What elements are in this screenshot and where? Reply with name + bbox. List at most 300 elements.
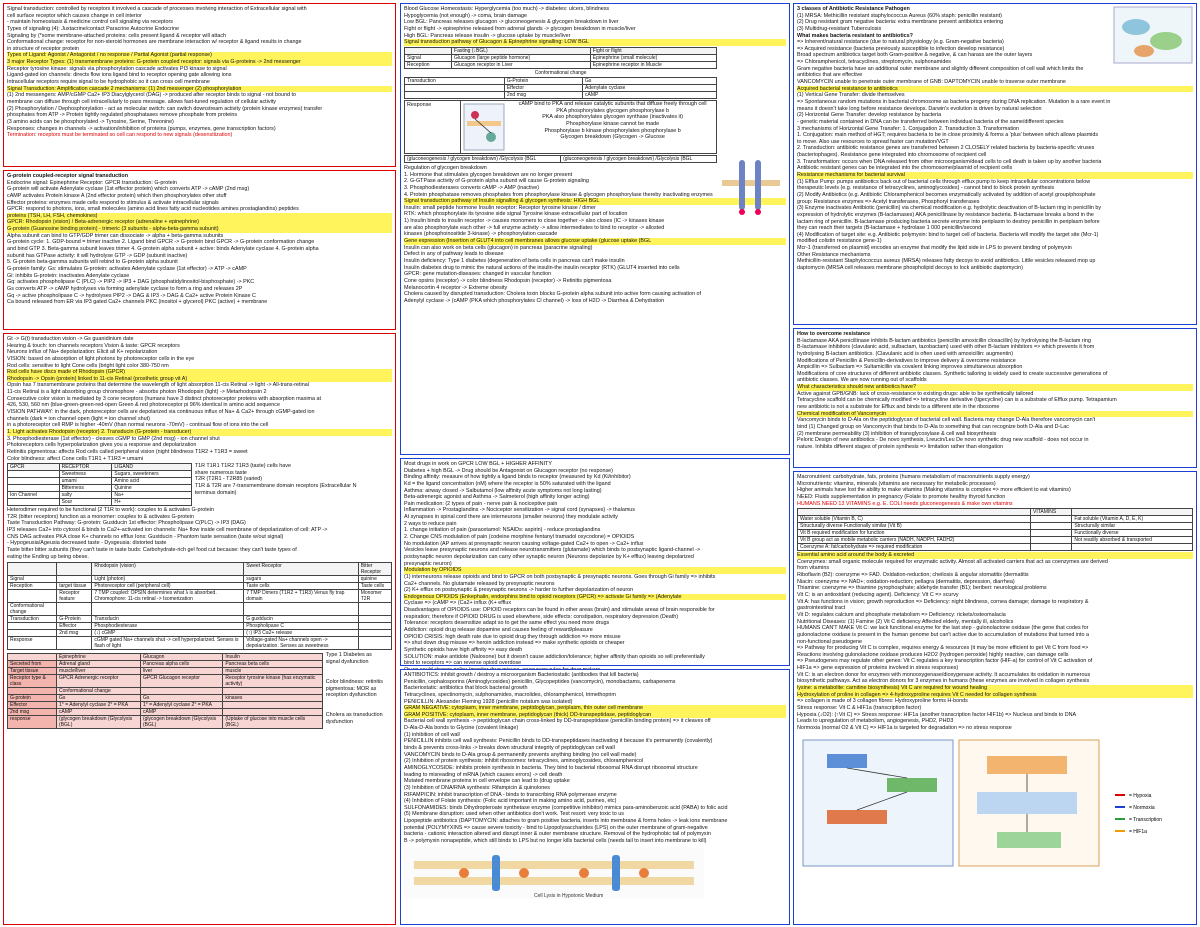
text-line: they can reach their targets (B-lactamase + hydrolase 1 000 penicillin/second bbox=[797, 225, 982, 232]
text-line: VANCOMYCIN binds to D-Ala group & permanently prevents anything binding (no cell wall made) bbox=[404, 751, 637, 758]
text-line: 3. Phosphodiesterases converts cAMP -> AMP (inactive) bbox=[404, 184, 540, 191]
text-line: Cholera caused by disrupted transduction: Cholera toxin blocks G-protein alpha subunit into active form causing activation of bbox=[404, 291, 701, 298]
table-cell bbox=[1072, 544, 1193, 551]
table-cell: muscle/liver bbox=[57, 668, 141, 675]
table-cell: Sweet Receptor bbox=[244, 563, 359, 576]
text-line: Chemical modification of Vancomycin bbox=[797, 411, 1193, 418]
side-note-line: pigmentosa: MOR as bbox=[325, 685, 377, 692]
text-line: B -> polymyxin nonapeptide, which still binds to LPS but no longer kills bacterial cells (needs tail to insert into membrane to kill) bbox=[404, 838, 707, 845]
table-cell: Effector bbox=[8, 702, 57, 709]
text-line: G-protein cycle: 1. GDP-bound = trimer inactive 2. Ligand bind GPCR -> G-protein bind GPCR -> G-protein conformation change bbox=[7, 239, 315, 246]
table-cell bbox=[57, 637, 92, 650]
table-row bbox=[798, 516, 1193, 523]
text-line: Consecutive color vision is mediated by 3 cone receptors (humans have 3 distinct photoreceptor proteins with absorption maxima at bbox=[7, 395, 322, 402]
response-steps bbox=[509, 101, 716, 141]
text-line: Niacin: coenzyme => NAD+; oxidation-reduction; pellagra (dermatitis, depression, diarrhea) bbox=[797, 578, 1015, 585]
side-note-line: signal dysfunction bbox=[325, 658, 369, 665]
text-line: 1) Insulin binds to insulin receptor -> causes monomers to close together -> also closes (IC -> kinases kinase bbox=[404, 218, 665, 225]
table-cell bbox=[405, 91, 505, 98]
legend-normoxia: = Normoxia bbox=[1129, 804, 1155, 811]
table-row bbox=[798, 537, 1193, 544]
table-row bbox=[405, 84, 717, 91]
text-line: G-protein family: Gs: stimulates G-protein: activates Adenylate cyclase (1st effector) -> ATP -> cAMP bbox=[7, 265, 247, 272]
signaling-diagram-icon bbox=[463, 103, 505, 151]
text-line: Fight or flight -> epinephrine released from adrenal glands -> glycogen breakdown in muscle/liver bbox=[404, 25, 636, 32]
text-line: means it doesn't take long before resistance develops. Darwin's evolution is driven by natural selection bbox=[797, 105, 1042, 112]
table-row bbox=[798, 523, 1193, 530]
table-cell: Water soluble (Vitamin B, C) bbox=[798, 516, 1031, 523]
text-line: Neurons influx of Na+ depolarization: Elicit all K+ repolarization bbox=[7, 349, 158, 356]
table-cell: Gs bbox=[583, 77, 717, 84]
text-line: Pain medication: (2 types of pain - nerve pain & nociceptive pain bbox=[404, 500, 558, 507]
table-cell: Transducin bbox=[92, 616, 244, 623]
text-line: Taste bitter bitter subunits (they can't taste in taste buds: Carbohydrate-rich gel food cut because: they can't taste types of bbox=[7, 547, 297, 554]
text-line: Beta-adrenergic agonist and Asthma -> Salmeterol (high affinity longer acting) bbox=[404, 494, 590, 501]
text-line: binds & prevents cross-links -> breaks down structural integrity of peptidoglycan cell wall bbox=[404, 745, 615, 752]
text-line: - genetic material contained in DNA can be transferred between individual bacteria of the same/different species bbox=[797, 118, 1064, 125]
text-line: 11-cis Retinal is a light absorbing group chromophore - absorbs photon Rhodopsin (light) -> Metarhodopsin 2 bbox=[7, 389, 267, 396]
text-line: Signal transduction pathway of Glucagon & Epinephrine signalling: LOW BGL bbox=[404, 39, 786, 46]
text-line: Active against GPB/GNB: lack of cross-resistance to existing drugs: able to be synthetically tailored bbox=[797, 390, 1034, 397]
table-cell bbox=[8, 623, 57, 630]
table-cell bbox=[8, 499, 60, 506]
table-cell: G-Protein bbox=[504, 77, 582, 84]
table-cell: G-Protein bbox=[57, 616, 92, 623]
table-row bbox=[405, 77, 717, 84]
text-line: => Acquired resistance (bacteria previously susceptible to infection develop resistance) bbox=[797, 45, 1005, 52]
table-cell: Ion Channel bbox=[8, 492, 60, 499]
text-line: (2) Inhibition of protein synthesis: inhibit ribosomes: tetracyclines, aminoglycosides, chloramphenicol bbox=[404, 758, 644, 765]
table-cell: Amino acid bbox=[112, 478, 191, 485]
text-line: 1. change initiation of pain (paracetamol: NSAIDs: aspirin) - reduce prostaglandins bbox=[404, 527, 601, 534]
table-row bbox=[405, 61, 717, 68]
text-line: Gq: activates phospholipase C (PLC) -> PIP2 -> IP3 + DAG (phosphatidylinositol-bisphosphate) -> PKC bbox=[7, 279, 255, 286]
text-line: GPCR: Rhodopsin (vision) / Beta-adrenergic receptor (adrenaline + epinephrine) bbox=[7, 219, 392, 226]
text-line: Normoxia (normal O2 & Vit C) => HIF1a is targeted for degradation => no stress response bbox=[797, 724, 1012, 731]
table-cell bbox=[8, 654, 57, 661]
text-line: 2 ways to reduce pain bbox=[404, 520, 457, 527]
table-cell: Phosphodiesterase bbox=[92, 623, 244, 630]
text-line: => collagen is made of 3 collagen fibres: Hydroxyproline forms H-bonds bbox=[797, 698, 968, 705]
text-line: Hypoglycemia (not enough) -> coma, brain damage bbox=[404, 12, 528, 19]
table-cell bbox=[358, 603, 391, 616]
table-cell: Conformational change bbox=[57, 688, 141, 695]
table-cell: Adenylate cyclase bbox=[583, 84, 717, 91]
text-line: gulonolactone oxidase is present in the human genome but can't active due to accumulation of mutations that turned into a bbox=[797, 631, 1090, 638]
table-cell: cGMP gated Na+ channels shut -> cell hyperpolarized. Senses is flash of light bbox=[92, 637, 244, 650]
text-line: antibiotic classes. We are now running out of scaffolds bbox=[797, 377, 927, 384]
table-cell: RECEPTOR bbox=[59, 464, 112, 471]
text-line: antibiotics that are effective bbox=[797, 72, 863, 79]
side-note-line: Cholera as transduction bbox=[325, 712, 383, 719]
text-line: (1) 2nd messengers: AMP/cGMP Ca2+ IP3 Diacylglycerol (DAG) -> produced after receptor binds to signal - not bound to bbox=[7, 92, 297, 99]
text-line: gastrointestinal tract bbox=[797, 605, 846, 612]
text-line: Defect in any of pathway leads to disease bbox=[404, 251, 504, 258]
text-line: (1) inhibition of cell wall bbox=[404, 731, 460, 738]
text-line: Melanocortin 4 receptor -> Extreme obesity bbox=[404, 284, 508, 291]
text-line: G-protein coupled-receptor signal transduction bbox=[7, 173, 128, 179]
table-cell bbox=[1031, 537, 1072, 544]
text-line: (2) Drug resistant gram negative bacteria: extra membrane prevent antibiotics entering bbox=[797, 19, 1004, 26]
table-cell bbox=[798, 509, 1031, 516]
text-line: G-protein (Guanosine binding protein) - trimeric (3 subunits - alpha-beta-gamma subunit) bbox=[7, 226, 392, 233]
table-cell: (Uptake of glucose into muscle cells (BGL) bbox=[223, 716, 322, 729]
hif1a-pathway-diagram bbox=[797, 734, 1193, 872]
text-line: ANTIBIOTICS: inhibit growth / destroy a microorganism Bacteriostatic (antibodies that kill bacteria) bbox=[404, 672, 639, 678]
text-line: SOLUTION: make antidote (Naloxone) but it doesn't cause addiction/tolerance; higher affinity than opioids so will preferentially bbox=[404, 653, 705, 660]
table-cell: 2nd msg bbox=[8, 709, 57, 716]
table-cell: Effector bbox=[504, 84, 582, 91]
text-line: Mutated membrane proteins in cell envelope can lead to (drug uptake bbox=[404, 778, 570, 785]
table-cell: Target tissue bbox=[8, 668, 57, 675]
table-cell: Taste cells bbox=[358, 583, 391, 590]
text-line: Vancomycin binds to D-Ala on the peptidoglycan of bacterial cell wall. Bacteria may change D-Ala therefore vancomycin can't bbox=[797, 417, 1096, 424]
table-row bbox=[8, 478, 192, 485]
text-line: nature. Inhibits different stages of protein synthesis => limitation rather than elongation bbox=[797, 443, 1004, 450]
glucagon-transduction-table bbox=[404, 77, 717, 99]
text-line: Peloric Design of new antibiotics - De novo synthesis, Lreucin/Leu De novo synthetic drug new scaffold - does not occur in bbox=[797, 437, 1089, 444]
table-cell: Na+ bbox=[112, 492, 191, 499]
text-line: in a photoreceptor cell RMP is higher -40mV (than normal neurons -70mV) - continual flow of ions into the cell bbox=[7, 422, 269, 429]
text-line: Cone opsins (receptor) -> color blindness Rhodopsin (receptor) -> Retinitis pigmentosa bbox=[404, 277, 612, 284]
text-line: Ca bound released from ER via IP3 gated Ca2+ channels PKC (inositol + glycerol) PKC (active) + membrane bbox=[7, 299, 268, 306]
text-line: RTK: which phosphorylate its tyrosine side signal Tyrosine kinase extracellular part of location bbox=[404, 211, 628, 218]
text-line: presynaptic neuron) bbox=[404, 560, 452, 567]
table-cell bbox=[358, 623, 391, 630]
text-line: Adenylyl cyclase -> (cAMP (PKA which phosphorylates Cl channel) -> loss of H2O -> Diarrhea & Dehydration bbox=[404, 297, 665, 304]
gpcr-transduction-box bbox=[3, 170, 396, 330]
table-cell bbox=[405, 84, 505, 91]
text-line: Rhodopsin -> Opsin (protein) linked to 11-cis Retinal (prosthetic group vit A) bbox=[7, 376, 392, 383]
table-cell bbox=[1031, 544, 1072, 551]
drugs-opioids-box bbox=[400, 458, 790, 666]
table-cell: Light (photon) bbox=[92, 576, 244, 583]
text-line: Higher animals have lost the ability to make vitamins (Making vitamins is complex => more efficient to eat vitamins) bbox=[797, 487, 1071, 494]
text-line: Essential amino acid around the body & excreted bbox=[797, 552, 1193, 559]
table-cell bbox=[358, 637, 391, 650]
table-row bbox=[8, 630, 392, 637]
glucagon-tables bbox=[404, 46, 717, 164]
text-line: 3 major Receptor Types: (1) transmembrane proteins: G-protein coupled receptor: signals via G-proteins -> 2nd messenger bbox=[7, 59, 392, 66]
table-cell: GPCR Adrenergic receptor bbox=[57, 675, 141, 688]
table-cell: 1° = Adenylyl cyclase 2° = PKA bbox=[57, 702, 141, 709]
text-line: Asthma: airway closed -> Salbutamol (low affinity acute symptoms not long lasting) bbox=[404, 487, 602, 494]
text-line: channels (dark = ion channel open (light = ion channel shut) bbox=[7, 415, 150, 422]
table-row bbox=[8, 616, 392, 623]
rhodopsin-sweet-bitter-table bbox=[7, 562, 392, 650]
text-line: (3 amino acids can be phosphorylated -> Tyrosine, Serine, Threonine) bbox=[7, 118, 174, 125]
text-line: 2. Transduction: antibiotic resistance genes are transferred between 2 CLOSELY related bacteria by bacteria-specific viruses bbox=[797, 145, 1095, 152]
text-line: IP3 releases Ca2+ into cytosol & binds to Ca2+-activated ion channels: Na+ flow inside cell membrane of depolarization of cell: ATP -> bbox=[7, 527, 328, 534]
text-line: Ampicillin => Sulbactam => Sultamicillin via covalent linking improves simultaneous absorption bbox=[797, 364, 1023, 371]
table-cell bbox=[244, 603, 359, 616]
text-line: Rod cells: sensitive to light Cone cells (bright light color 380-750 nm bbox=[7, 362, 169, 369]
text-line: Modifications of core structures of different antibiotic classes. Synthetic tailoring is widely used to create successive generations of bbox=[797, 370, 1108, 377]
text-line: Retinitis pigmentosa: affects Rod cells called peripheral vision (night blindness T1R2 + T1R3 = sweet bbox=[7, 448, 248, 455]
table-cell: Glucagon bbox=[140, 654, 222, 661]
text-line: Disadvantages of OPIOIDS use: OPIOID receptors can be found in other areas (brain) and stimulate areas of brain responsible for bbox=[404, 607, 715, 614]
cell-membrane-diagram bbox=[404, 847, 704, 899]
table-cell: 7 TMP coupled: OPSIN determines what λ is absorbed. Chromophore: 11-cis retinal -> Isomerization bbox=[92, 590, 244, 603]
text-line: Vit C: is an electron donor for enzymes with monooxygenase/dioxygenase activity. It accumulates its oxidation in numerous bbox=[797, 671, 1091, 678]
text-line: D-Ala-D-Ala bonds to Glycine (covalent linkage) bbox=[404, 725, 519, 732]
text-line: Bacteriostatic: antibiotics that block bacterial growth bbox=[404, 685, 528, 692]
table-row bbox=[8, 668, 323, 675]
table-cell: Glucagon receptor in Liver bbox=[452, 61, 591, 68]
text-line: 1. Hormone that stimulates glycogen breakdown are no longer present bbox=[404, 171, 573, 178]
text-line: Modifications of Penicillin & Penicillin-derivatives to improve delivery & overcome resistance bbox=[797, 357, 1016, 364]
text-line: Tetracyclines, spectinomycin, sulphonamides, macrolides, chloramphenicol, trimethoprim bbox=[404, 691, 616, 698]
text-line: membrane can diffuse through cell intracellularly to pass message. allows fast-tuned regulation of cellular activity bbox=[7, 98, 276, 105]
table-cell: Fasting (↓BGL) bbox=[452, 47, 591, 54]
response-line: PKA phosphorylates glycogen phosphorylase b bbox=[556, 107, 669, 114]
table-cell: Sweetness bbox=[59, 471, 112, 478]
text-line: Vit A: has functions in vision; growth reproduction => Deficiency: night blindness, cornea damage; damage to respiratory & bbox=[797, 598, 1089, 605]
text-line: VANCOMYCIN unable to penetrate outer membrane of GNB: DAPTOMYCIN unable to traverse outer membrane bbox=[797, 79, 1066, 86]
blood-glucose-lines bbox=[404, 6, 786, 46]
table-cell: Reception bbox=[405, 61, 452, 68]
side-note-line bbox=[326, 705, 392, 712]
text-line: (3) Multidrug-resistant Tuberculosis bbox=[797, 25, 882, 32]
text-line: Antibiotic resistant genes can be integrated into the chromosome/plasmid of recipient cells bbox=[797, 165, 1013, 172]
text-line: daptomycin (MRSA cell releases membrane phospholipid decoys to lock antibiotic daptomycin) bbox=[797, 264, 1023, 271]
text-line: Binding affinity: measure of how tightly a ligand binds to receptor (measured by Kd (Ki/inhibitor) bbox=[404, 474, 631, 481]
text-line: (3) Inhibition of DNA/RNA synthesis: Rifampicin & quinolones bbox=[404, 784, 550, 791]
table-row bbox=[8, 688, 323, 695]
text-line: Receptor tyrosine kinase: signals via phosphorylation cascade activates PI3 kinase to signal bbox=[7, 65, 227, 72]
text-line: Types of Ligand: Agonist / Antagonist / no response / Partial Agonist (partial response) bbox=[7, 52, 392, 59]
text-line: leading to misreading of mRNA (which causes errors) -> cell death bbox=[404, 771, 563, 778]
text-line: Insulin: small peptide hormone Insulin receptor: Receptor tyrosine kinase / dimer bbox=[404, 204, 596, 211]
taste-note-line: terminus domain) bbox=[194, 489, 237, 496]
text-line: RIFAMPICIN: inhibit transcription of DNA - binds to transcribing RNA polymerase enzyme bbox=[404, 791, 617, 798]
side-note-line: reception dysfunction bbox=[325, 692, 377, 699]
table-cell: Receptor type & class bbox=[8, 675, 57, 688]
vision-lines bbox=[7, 336, 392, 462]
table-cell: Phospholipase C bbox=[244, 623, 359, 630]
text-line: Termination: receptors must be terminated so cell can respond to new signals (desensitization) bbox=[7, 132, 233, 139]
text-line: VISION PATHWAY: in the dark, photoreceptor cells are depolarized via continuous influx of Na+ & Ca2+ through cGMP-gated ion bbox=[7, 409, 315, 416]
text-line: (3) Enzyme inactivates Antibiotic (penicillin) via chemical modification e.g. hydrolytic deactivation of B-lactam ring in penicillin by bbox=[797, 205, 1102, 212]
table-cell: (glycogen breakdown (Glycolysis (BGL) bbox=[57, 716, 141, 729]
table-cell: Structurally diverse Functionally similar (Vit B) bbox=[798, 523, 1031, 530]
text-line: Ligand-gated ion channels: directs flow ions ligand bind to receptor opening gate allowing ions bbox=[7, 72, 232, 79]
text-line: G-protein will activate Adenylate cyclase (1st effector protein) which converts ATP -> cAMP (2nd msg) bbox=[7, 186, 250, 193]
table-cell: Photoreceptor cell (peripheral cell) bbox=[92, 583, 244, 590]
table-cell: Epinephrine receptor in Muscle bbox=[590, 61, 716, 68]
table-cell: GPCR Glucagon receptor bbox=[140, 675, 222, 688]
text-line: group: Resistance enzymes => Acetyl transferases, Phosphoryl transferases bbox=[797, 198, 980, 205]
table-cell: Adrenal gland bbox=[57, 661, 141, 668]
text-line: Acquired bacterial resistance to antibiotics bbox=[797, 86, 1193, 93]
text-line: (1) interneurons release opioids and bind to GPCR on both postsynaptic & presynaptic neurons. Goes through Gi family => inhibits bbox=[404, 573, 716, 580]
text-line: - maintain homeostasis & medicine control cell signaling via receptors bbox=[7, 19, 173, 26]
text-line: => Chloramphenicol, tetracyclines, streptomycin, sulphonamides bbox=[797, 59, 952, 66]
text-line: cell surface receptor which causes change in cell interior bbox=[7, 12, 142, 19]
table-cell bbox=[223, 688, 322, 695]
table-cell bbox=[8, 590, 57, 603]
table-cell: 1° = Adenylyl cyclase 2° = PKA bbox=[140, 702, 222, 709]
text-line: HUMANS CAN'T MAKE Vit C: we lack functional enzyme for the last step - gulonolactone oxidase (the gene that codes for bbox=[797, 625, 1089, 632]
text-line: Mcr-1 (transferred on plasmid) encodes an enzyme that modify the lipid side in LPS to prevent binding of polymyxin bbox=[797, 245, 1072, 252]
text-line: Hypoxia (↓O2): (↑Vit C) => Stress response: HIF1a (another transcription factor HIF1b) => Nucleus and binds to DNA bbox=[797, 711, 1077, 718]
response-line: cAMP bind to PKA and release catalytic subunits that diffuse freely through cell bbox=[518, 100, 707, 107]
table-row bbox=[8, 702, 323, 709]
hormone-comparison-table bbox=[7, 653, 323, 729]
table-cell: Epinephrine (small molecule) bbox=[590, 54, 716, 61]
taste-note-line: share numerous taste bbox=[194, 469, 247, 476]
table-cell: Effector bbox=[57, 623, 92, 630]
text-line: Photoreceptors cells hyperpolarization gives you a response and depolarization bbox=[7, 442, 197, 449]
text-line: Resistance mechanisms for bacterial survival bbox=[797, 172, 1193, 179]
text-line: Types of signaling (4): Juxtacrine/contact Paracrine Autocrine Endocrine bbox=[7, 25, 179, 32]
table-cell bbox=[1031, 523, 1072, 530]
table-row bbox=[8, 485, 192, 492]
glucagon-bottom-table bbox=[404, 155, 717, 163]
text-line: Endocrine signal: Epinephrine Receptor: GPCR transduction: G-protein bbox=[7, 179, 177, 186]
text-line: => Pseudogenes may regulate other genes: Vit C regulates a key transcription factor (HIF-a) for control of Vit C activation of bbox=[797, 658, 1093, 665]
text-line: T2R (bitter receptors) function as a monomer: couples to & activates G-protein bbox=[7, 513, 194, 520]
table-cell: Voltage-gated Na+ channels open -> depolarization. Senses as sweetness bbox=[244, 637, 359, 650]
text-line: 4. Protein phosphatase removes phosphates from phosphorylase kinase & glycogen phosphorylase thereby inactivating enzymes bbox=[404, 191, 713, 198]
text-line: Signaling by (*some membrane-attached proteins: cells present ligand & receptor will attach bbox=[7, 32, 227, 39]
text-line: 5. G-protein beta-gamma subunits will rebind to G-protein alpha subunit bbox=[7, 259, 178, 266]
table-cell bbox=[1031, 516, 1072, 523]
text-line: proteins (TSH, LH, FSH, chemokines) bbox=[7, 213, 392, 220]
taste-table-row bbox=[7, 462, 392, 507]
table-cell: Epinephrine bbox=[57, 654, 141, 661]
text-line: 3. Phosphodiesterase (1st effector) - cleaves cGMP to GMP (2nd msg) - ion channel shut bbox=[7, 435, 220, 442]
glucagon-area bbox=[404, 46, 786, 164]
text-line: Responses: changes in channels -> activation/inhibition of proteins (pumps, enzymes, gene transcription factors) bbox=[7, 125, 276, 132]
table-cell: response bbox=[8, 716, 57, 729]
text-line: Cyclase => (cAMP => (Ca2+ influx (K+ efflux bbox=[404, 600, 512, 607]
text-line: biosynthetic pathways. Act as electron donors for 3 enzymes in humans (these enzymes are involved in collagen synthesis bbox=[797, 678, 1090, 685]
table-cell: Monomer T2R bbox=[358, 590, 391, 603]
table-cell: Pancreas alpha cells bbox=[140, 661, 222, 668]
table-cell: Signal bbox=[405, 54, 452, 61]
signal-transduction-box bbox=[3, 3, 396, 167]
text-line: hydrolysing B-lactam antibiotics. (Clavulanic acid is often used with amoxicillin: augmentin) bbox=[797, 350, 1014, 357]
text-line: (4) Inhibition of Folate synthesis: (Folic acid important in making amino acid, purines, etc) bbox=[404, 798, 617, 805]
table-cell: Fight or flight bbox=[590, 47, 716, 54]
table-cell: 7 TMP Dimers (T1R2 + T1R3) Venus fly trap domain bbox=[244, 590, 359, 603]
text-line: GRAM NEGATIVE: cytoplasm, inner membrane, peptidoglycan, periplasm, thin outer cell membrane bbox=[404, 705, 786, 712]
response-line: Glycogen breakdown (Glycogen -> Glucose bbox=[560, 134, 665, 141]
table-cell bbox=[358, 630, 391, 637]
text-line: postsynaptic neuron depolarization can carry other synaptic neuron (Neurons depolarize by K+ efflux) leaving depolarized bbox=[404, 553, 694, 560]
table-cell: (↑) IP3 Ca2+ release bbox=[244, 630, 359, 637]
inset-chart-caption: Cell Lysis in Hypotonic Medium bbox=[534, 892, 604, 899]
table-cell: Quinine bbox=[112, 485, 191, 492]
table-cell: VITAMINS bbox=[1031, 509, 1072, 516]
text-line: 2. G-GTPase activity of G-protein alpha subunit will cause G-protein signaling bbox=[404, 178, 589, 185]
table-row bbox=[8, 590, 392, 603]
vitamins-table bbox=[797, 508, 1193, 551]
text-line: How to overcome resistance bbox=[797, 331, 871, 337]
text-line: Regulation of glycogen breakdown bbox=[404, 164, 487, 171]
text-line: Gram negative bacteria have an additional outer membrane and slightly different composition of cell wall which limits the bbox=[797, 65, 1084, 72]
text-line: HIF1a => gene expression of proteins involved in stress responses) bbox=[797, 665, 959, 672]
text-line: Vesicles leave presynaptic neurons and release neurotransmitters (glutamate) which binds to postsynaptic ligand-channel -> bbox=[404, 547, 701, 554]
table-cell: Sour bbox=[59, 499, 112, 506]
text-line: 426, 530, 560 nm (blue-green-green-red-open Green & red photoreceptor pi 96% identical in amino acid sequence bbox=[7, 402, 280, 409]
text-line: bind (1) Changed group on Vancomycin that binds to D-Ala to something that can recognize both D-Ala and D-Lac bbox=[797, 423, 1069, 430]
text-line: Taste Transduction Pathway: G-protein: Gustducin 1st effector: Phospholipase C(PLC) -> IP3 (DAG) bbox=[7, 520, 246, 527]
table-cell: Transduction bbox=[8, 616, 57, 623]
text-line: Vit C: is an antioxidant (reducing agent). Deficiency: Vit C => scurvy bbox=[797, 592, 959, 599]
table-row bbox=[8, 709, 323, 716]
dysfunction-notes bbox=[326, 652, 392, 730]
table-row bbox=[8, 716, 323, 729]
response-line: Phosphorylase b kinase phosphorylates phosphorylase b bbox=[544, 127, 681, 134]
table-cell: liver bbox=[140, 668, 222, 675]
table-row bbox=[8, 695, 323, 702]
text-line: phosphates from ATP -> Protein tightly regulated phosphatases remove phosphate from proteins bbox=[7, 112, 238, 119]
table-cell: (gluconeogenesis / glycogen breakdown) /Glycolysis (BGL bbox=[561, 155, 717, 162]
text-line: lactam ring of penicillin. B-lactamase producing bacteria secrete enzyme into periplasm to destroy penicillin in periplasm before bbox=[797, 218, 1100, 225]
text-line: Gt -> G(t) transduction vision -> Gs guanidinium date bbox=[7, 336, 134, 342]
overcome-resistance-box bbox=[793, 328, 1197, 468]
text-line: => Pathway for producing Vit C is complex, requires energy & resources (it may be more efficient to get Vit C from food => bbox=[797, 645, 1089, 652]
table-cell: Secreted from bbox=[8, 661, 57, 668]
text-line: Alpha subunit can bind to GTP/GDP trimer can dissociate -> alpha + beta-gamma subunits bbox=[7, 232, 224, 239]
text-line: (1) MRSA: Methicillin resistant staphylococcus Aureus (60% staph: penicillin resistant) bbox=[797, 12, 1002, 19]
text-line: Methicillin-resistant Staphylococcus aureus (MRSA) releases fatty decoys to avoid antibiotics. Little vesicles released mop up bbox=[797, 258, 1096, 265]
text-line: GPCR: gene mutation-diseases: changed in vascular function bbox=[404, 271, 552, 278]
table-cell: Bitter Receptor bbox=[358, 563, 391, 576]
gpcr-transduction-lines bbox=[7, 173, 392, 306]
text-line: 3. Transformation: occurs when DNA released from other microorganism/dead cells to cell death is taken up by another bacteria bbox=[797, 158, 1102, 165]
text-line: Most drugs in work on GPCR LOW BGL + HIGHER AFFINITY bbox=[404, 461, 552, 467]
table-cell: Signal bbox=[8, 576, 57, 583]
text-line: Rod cells have discs made of Rhodopsin (GPCR) bbox=[7, 369, 392, 376]
glucagon-response bbox=[404, 100, 717, 154]
text-line: Lipopeptide antibiotics (DAPTOMYCIN: attaches to gram positive bacteria, inserts into membrane & forms holes -> leak ions membrane bbox=[404, 818, 728, 825]
text-line: lysine: a metabolite: carnitine biosynthesis) Vit C are required for wound healing bbox=[797, 685, 1193, 692]
table-row bbox=[8, 637, 392, 650]
text-line: Gene expression (Insertion of GLUT4 into cell membranes allows glucose uptake (glucose uptake (BGL bbox=[404, 238, 786, 245]
table-cell: salty bbox=[59, 492, 112, 499]
text-line: Thiamine: coenzyme => thiamine pyrophosphate; aldehyde transfer (B1); beriberi: neurological problems bbox=[797, 585, 1047, 592]
response-line: Phosphorylase kinase cannot be made bbox=[566, 120, 660, 127]
text-line: Heterodimer required to be functional (2 T1R to work): couples to & activates G-protein bbox=[7, 507, 214, 514]
table-cell: Coenzyme A: fat/carbohydrate => required modification bbox=[798, 544, 1031, 551]
text-line: are also phosphorylate each other -> full enzyme activity -> allow intermediates to bind to receptor -> allosted bbox=[404, 224, 665, 231]
table-cell bbox=[8, 563, 57, 576]
text-line: to move. Also use resources to spread faster can mutation/VGT bbox=[797, 138, 949, 145]
text-line: Blood Glucose Homeostasis: Hyperglycemia (too much) -> diabetes: ulcers, blindness bbox=[404, 6, 610, 12]
side-note-line: Type 1 Diabetes as bbox=[325, 652, 372, 659]
table-cell: Reception bbox=[8, 583, 57, 590]
text-line: OPIOID CRISIS: high death rate due to opioid drug they through addiction => more misuse bbox=[404, 633, 621, 640]
text-line: Inflammation -> Prostaglandins -> Nociceptor sensitization -> signal cord (synapses) -> thalamus bbox=[404, 507, 636, 514]
text-line: Kd = the ligand concentration (nM) where the receptor is 50% saturated with the ligand bbox=[404, 480, 611, 487]
text-line: (2) Modify Antibiotics (e.g. Antibiotic Chloramphenicol becomes enzymatically activated by addition of acetyl group/phosphate bbox=[797, 191, 1096, 198]
table-cell: Insulin bbox=[223, 654, 322, 661]
text-line: respiration; therefore if OPIOID DRUG is used elsewhere, side effects: constipation, respiratory depression (Death) bbox=[404, 613, 679, 620]
response-label: Response bbox=[405, 101, 461, 153]
text-line: Riboflavin (B2): coenzyme => FAD. Oxidation-reduction; cheilosis & angular stomatitis (dermatitis bbox=[797, 572, 1029, 579]
table-cell: Pancreas beta cells bbox=[223, 661, 322, 668]
text-line: potential (POLYMYXINS => cause severe toxicity - bind to Lipopolysaccharides (LPS) on the outer membrane of gram-negative bbox=[404, 824, 708, 831]
table-cell bbox=[57, 603, 92, 616]
text-line: => Inherent/natural resistance (due to natural physiology (e.g. Gram-negative bacteria) bbox=[797, 39, 1004, 46]
text-line: Opsin has 7 transmembrane proteins that determine the wavelength of light absorption 11-cis Retinal -> light -> All-trans-retinal bbox=[7, 382, 309, 389]
table-cell: Transduction bbox=[405, 77, 505, 84]
taste-note-line: T1R & T2R are 7-transmembrane domain receptors (Extracellular N bbox=[194, 483, 357, 490]
response-line: PKA also phosphorylates glycogen synthase (inactivates it) bbox=[542, 114, 684, 121]
